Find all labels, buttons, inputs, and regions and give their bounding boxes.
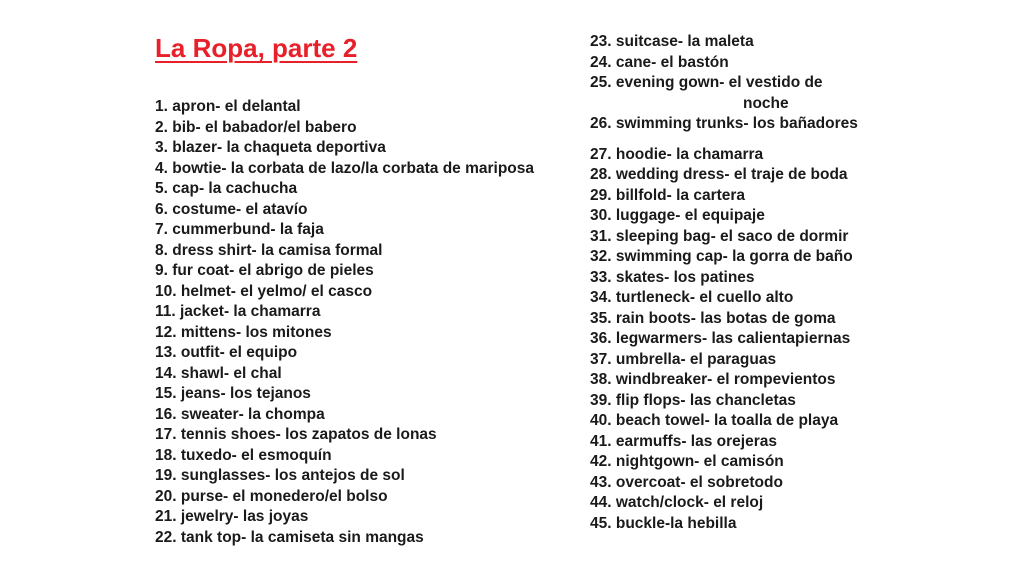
- list-item: 41. earmuffs- las orejeras: [590, 432, 777, 450]
- list-item: 1. apron- el delantal: [155, 98, 301, 115]
- list-item: 23. suitcase- la maleta: [590, 33, 754, 50]
- list-item: 35. rain boots- las botas de goma: [590, 309, 836, 327]
- list-item: 17. tennis shoes- los zapatos de lonas: [155, 426, 437, 443]
- list-item: 18. tuxedo- el esmoquín: [155, 446, 332, 464]
- list-item-continuation: noche: [743, 94, 789, 112]
- list-item: 6. costume- el atavío: [155, 200, 308, 218]
- list-item: 31. sleeping bag- el saco de dormir: [590, 227, 849, 245]
- list-item: 37. umbrella- el paraguas: [590, 350, 777, 368]
- list-item: 45. buckle-la hebilla: [590, 514, 737, 532]
- list-item: 10. helmet- el yelmo/ el casco: [155, 282, 373, 300]
- list-item: 40. beach towel- la toalla de playa: [590, 412, 839, 429]
- vocabulary-list-left: [155, 97, 534, 548]
- list-item: 38. windbreaker- el rompevientos: [590, 371, 836, 388]
- list-item: 32. swimming cap- la gorra de baño: [590, 248, 853, 265]
- list-item: 21. jewelry- las joyas: [155, 508, 309, 525]
- list-item: 34. turtleneck- el cuello alto: [590, 289, 794, 306]
- list-item: 43. overcoat- el sobretodo: [590, 473, 783, 491]
- list-item: 14. shawl- el chal: [155, 364, 282, 382]
- list-item: 30. luggage- el equipaje: [590, 207, 765, 224]
- list-item: 3. blazer- la chaqueta deportiva: [155, 139, 386, 156]
- list-item: 29. billfold- la cartera: [590, 186, 746, 204]
- list-item: 39. flip flops- las chancletas: [590, 391, 796, 409]
- list-item: 8. dress shirt- la camisa formal: [155, 241, 383, 259]
- list-item: 11. jacket- la chamarra: [155, 303, 321, 320]
- list-item: 5. cap- la cachucha: [155, 180, 298, 197]
- list-item: 19. sunglasses- los antejos de sol: [155, 467, 405, 484]
- list-item-line: 25. evening gown- el vestido de: [590, 74, 823, 91]
- list-item: 36. legwarmers- las calientapiernas: [590, 330, 851, 347]
- list-item: 15. jeans- los tejanos: [155, 385, 311, 402]
- list-item: 24. cane- el bastón: [590, 53, 729, 71]
- list-item: 28. wedding dress- el traje de boda: [590, 166, 848, 183]
- list-item: 20. purse- el monedero/el bolso: [155, 487, 388, 505]
- list-item: 13. outfit- el equipo: [155, 344, 298, 361]
- list-item: 27. hoodie- la chamarra: [590, 145, 764, 163]
- list-item: 7. cummerbund- la faja: [155, 221, 324, 238]
- list-item: 2. bib- el babador/el babero: [155, 118, 357, 136]
- list-item: 16. sweater- la chompa: [155, 405, 325, 423]
- list-item: 9. fur coat- el abrigo de pieles: [155, 262, 374, 279]
- list-item: 22. tank top- la camiseta sin mangas: [155, 528, 424, 546]
- list-item: [590, 73, 850, 114]
- list-item: 4. bowtie- la corbata de lazo/la corbata de mariposa: [155, 159, 535, 177]
- list-item: 33. skates- los patines: [590, 268, 755, 286]
- slide-title: La Ropa, parte 2: [155, 33, 358, 63]
- list-item: 42. nightgown- el camisón: [590, 453, 784, 470]
- list-item: 44. watch/clock- el reloj: [590, 494, 764, 511]
- list-item: 26. swimming trunks- los bañadores: [590, 115, 858, 132]
- list-item: 12. mittens- los mitones: [155, 323, 332, 341]
- vocabulary-list-right: [590, 32, 858, 534]
